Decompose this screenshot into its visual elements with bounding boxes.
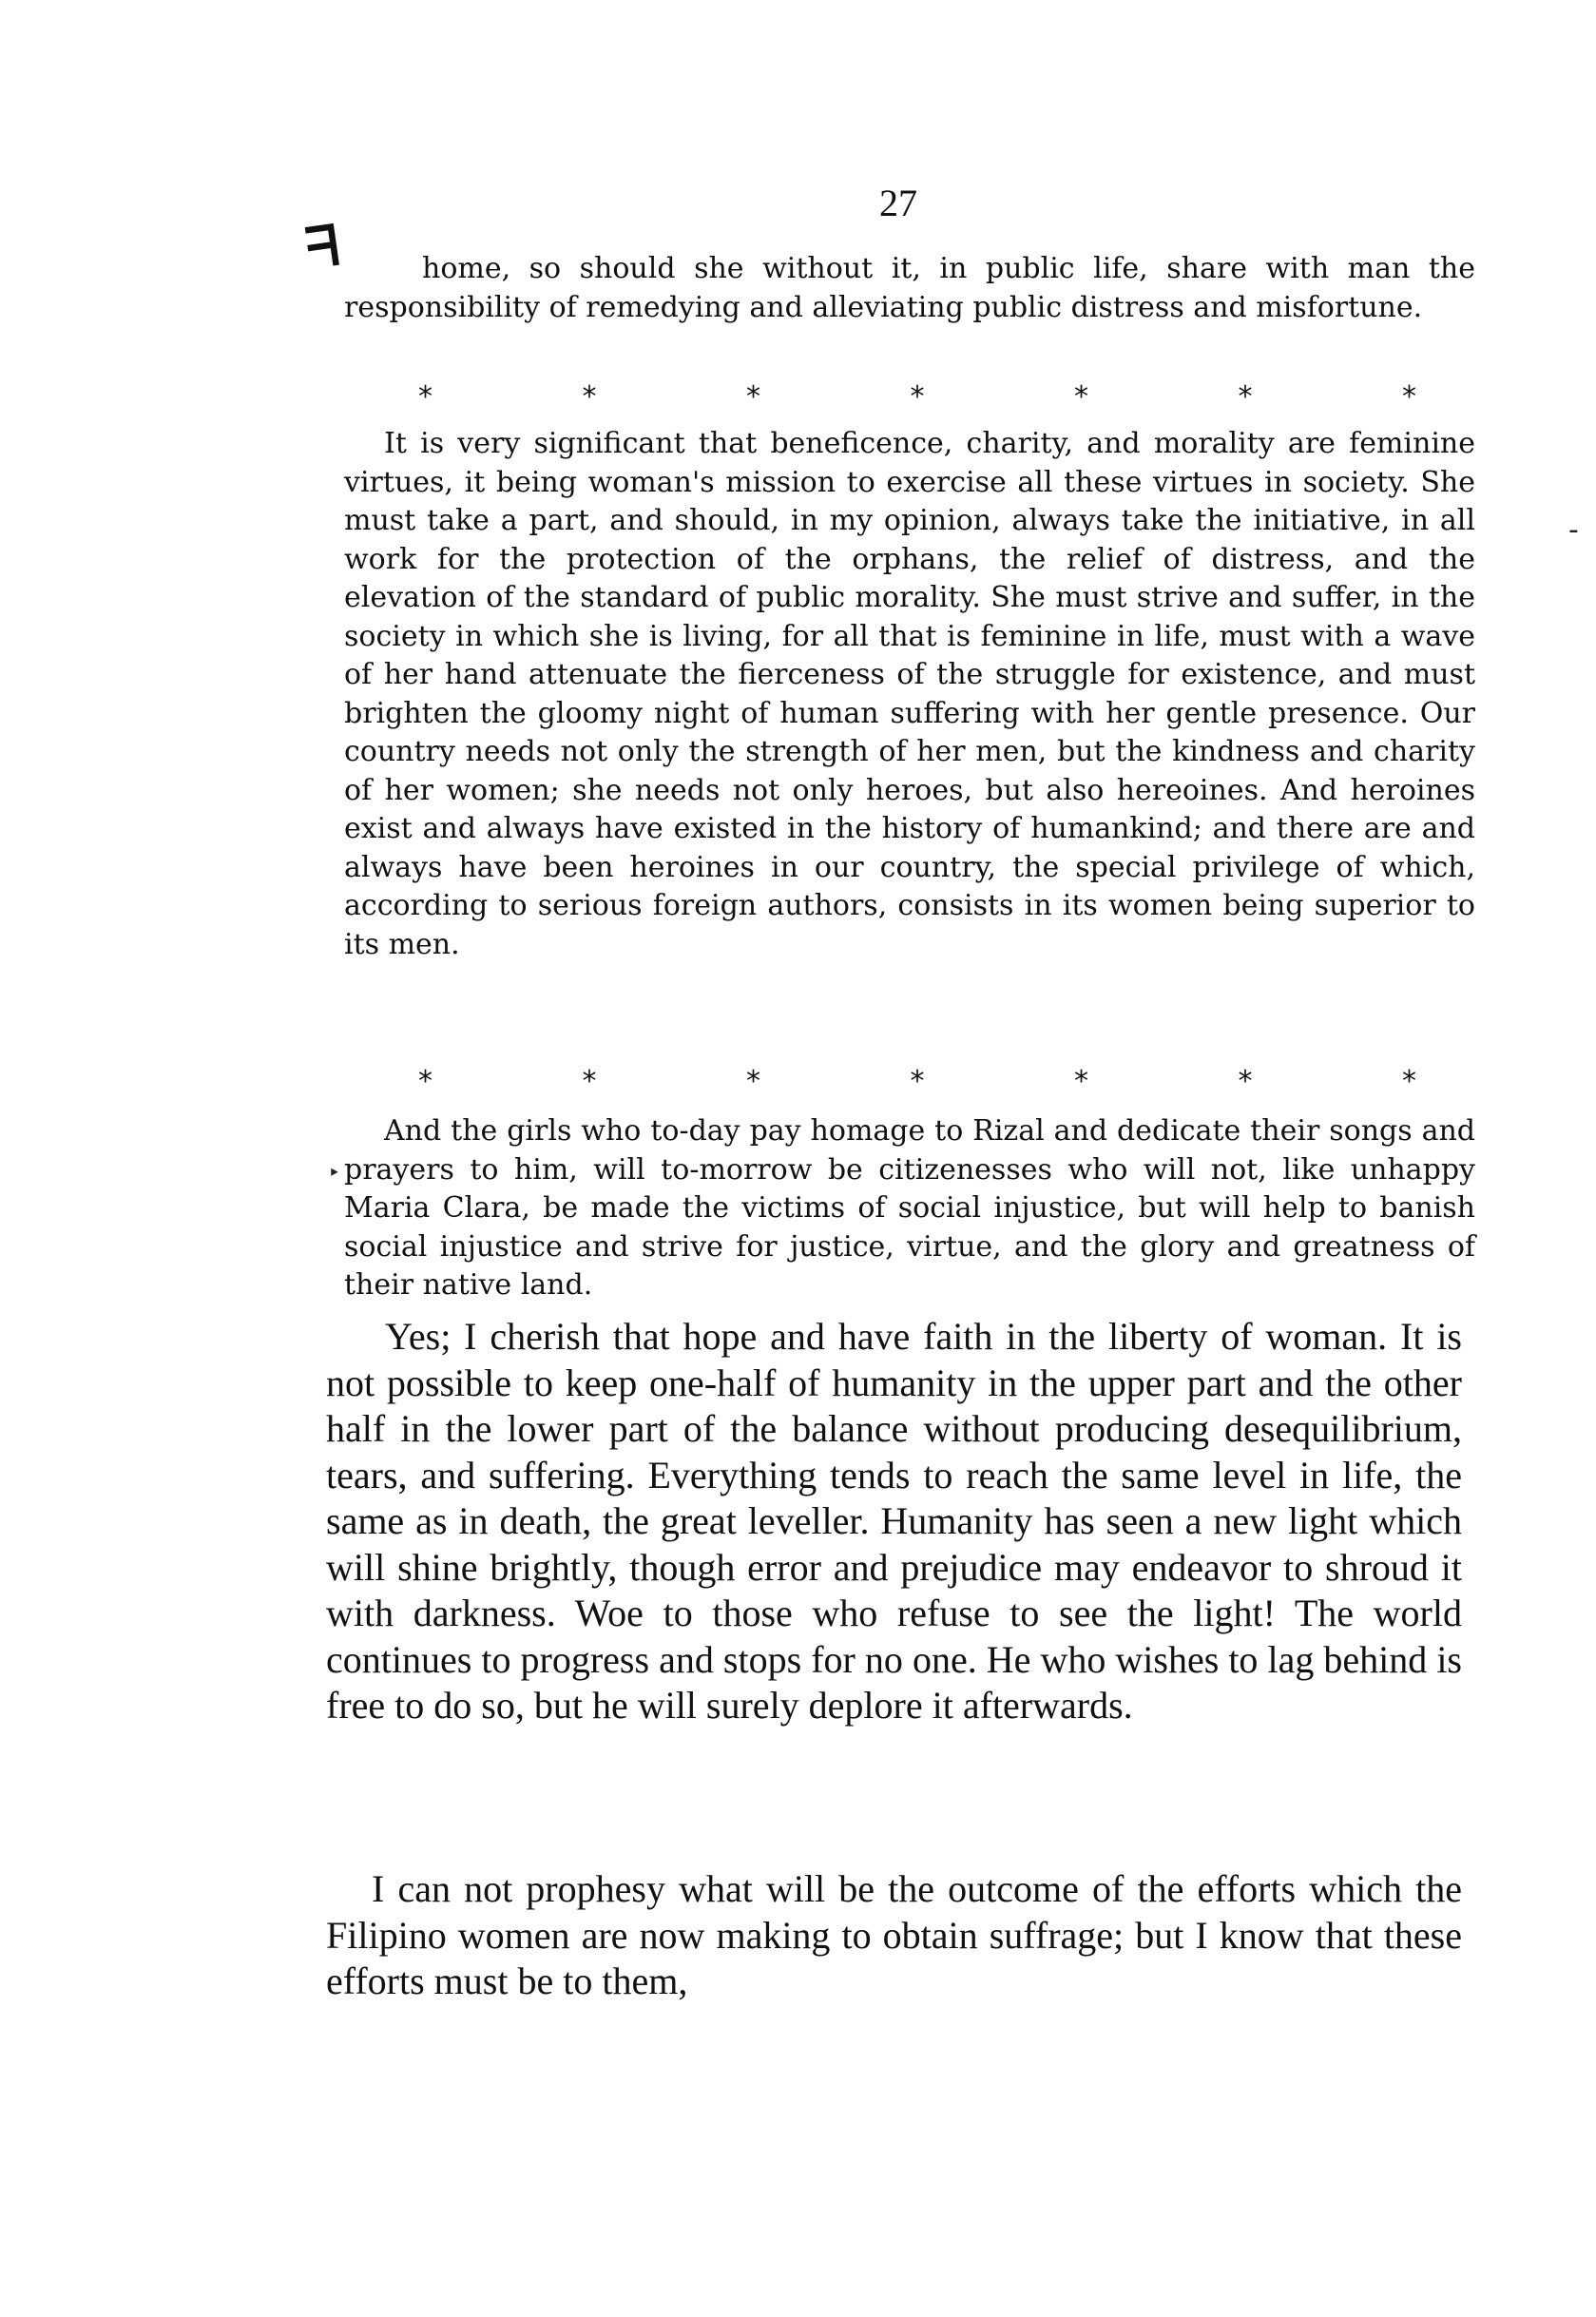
asterisk: * [746,380,760,414]
asterisk: * [1402,1065,1416,1098]
margin-mark: - [1568,513,1579,547]
asterisk: * [910,1065,925,1098]
paragraph-2: It is very significant that beneficence, charity, and morality are feminine virtues, it being woman's mission to exercise all these virtues in society. She must take a part, and should, in my opinion, always take the initiative, in all work for the protection of the orphans, the relief of distress, and the elevation of the standard of public morality. She must strive and suffer, in the society in which she is living, for all that is feminine in life, must with a wave of her hand attenuate the fierceness of the struggle for existence, and must brighten the gloomy night of human suffering with her gentle presence. Our country needs not only the strength of her men, but the kindness and charity of her women; she needs not only heroes, but also hereoines. And heroines exist and always have existed in the history of humankind; and there are and always have been heroines in our country, the special privilege of which, according to serious foreign authors, consists in its women being superior to its men. [344,427,1475,961]
asterisk: * [418,1065,433,1098]
paragraph-1: home, so should she without it, in public life, share with man the responsibility of remedying and alleviating public distress and misfortune. [344,252,1475,324]
ink-mark: ᖷ [301,214,343,281]
asterisk: * [1074,380,1088,414]
page-number: 27 [879,182,917,224]
section-break-2 [418,1065,1416,1098]
section-break-1 [418,380,1416,414]
paragraph-3: And the girls who to-day pay homage to Rizal and dedicate their songs and prayers to him, will to-morrow be citizenesses who will not, like unhappy Maria Clara, be made the victims of social injustice, but will help to banish social injustice and strive for justice, virtue, and the glory and greatness of their native land. [344,1114,1475,1302]
paragraph-4: Yes; I cherish that hope and have faith in the liberty of woman. It is not possible to keep one-half of humanity in the upper part and the other half in the lower part of the balance without producing desequilibrium, tears, and suffering. Everything tends to reach the same level in life, the same as in death, the great leveller. Humanity has seen a new light which will shine brightly, though error and prejudice may endeavor to shroud it with darkness. Woe to those who refuse to see the light! The world continues to progress and stops for no one. He who wishes to lag behind is free to do so, but he will surely deplore it afterwards. [326,1315,1462,1727]
asterisk: * [582,1065,597,1098]
asterisk: * [582,380,597,414]
asterisk: * [1402,380,1416,414]
asterisk: * [1074,1065,1088,1098]
asterisk: * [1238,1065,1253,1098]
asterisk: * [910,380,925,414]
margin-mark: ‣ [328,1162,340,1186]
asterisk: * [418,380,433,414]
asterisk: * [746,1065,760,1098]
asterisk: * [1238,380,1253,414]
paragraph-5: I can not prophesy what will be the outcome of the efforts which the Filipino women are now making to obtain suffrage; but I know that these efforts must be to them, [326,1867,1462,2002]
